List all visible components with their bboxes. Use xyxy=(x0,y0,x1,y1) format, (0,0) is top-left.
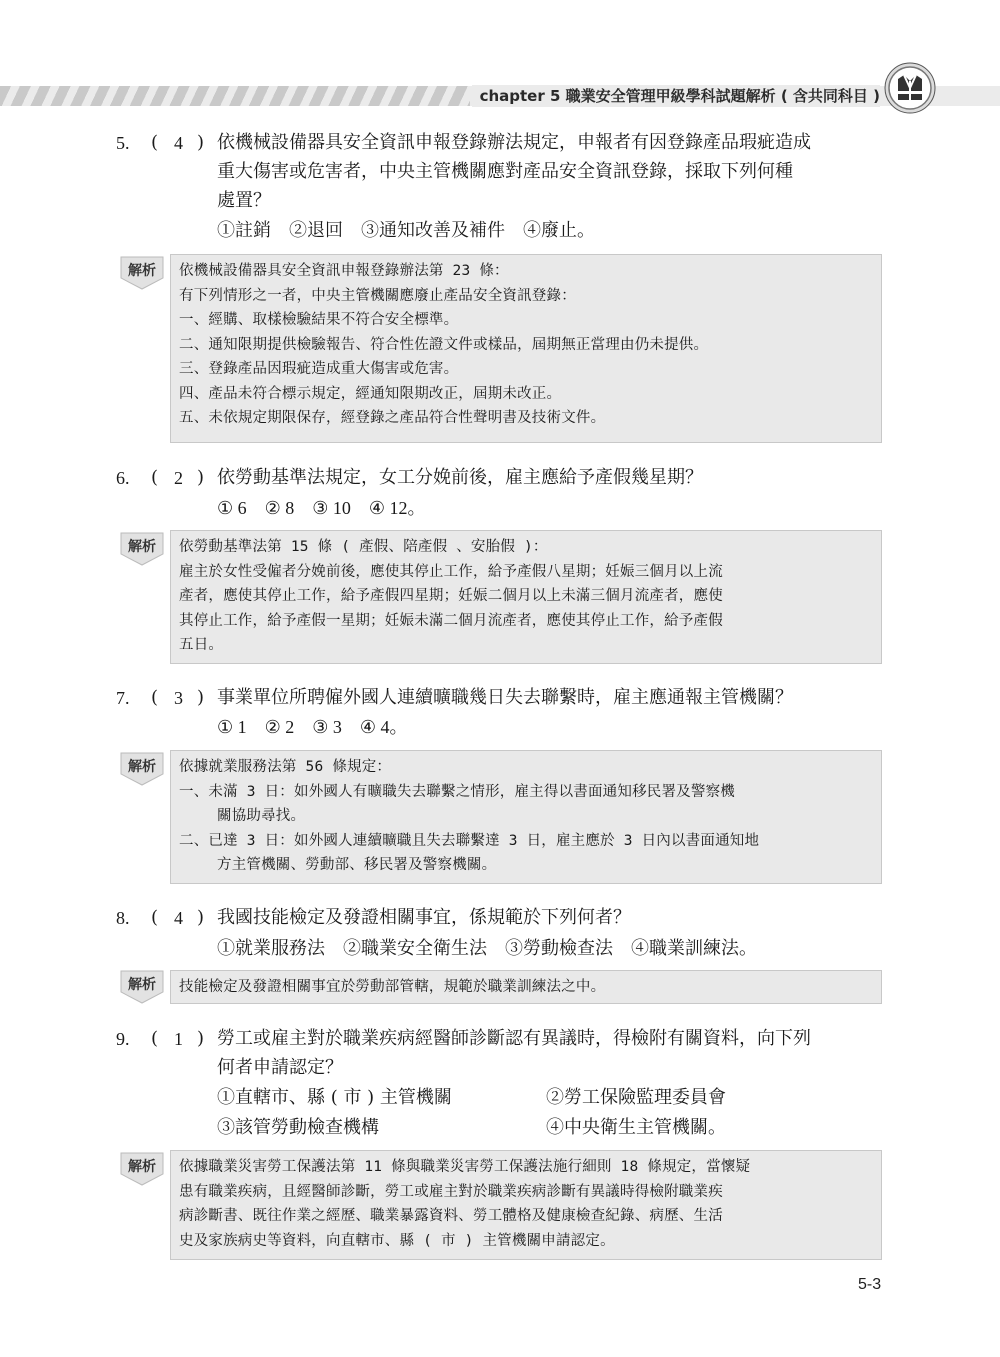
question-text: 依機械設備器具安全資訊申報登錄辦法規定，申報者有因登錄產品瑕疵造成 xyxy=(217,132,811,153)
question-number: 8. xyxy=(116,908,130,928)
safety-vest-logo-icon xyxy=(884,62,936,114)
question-text: 處置？ xyxy=(217,190,271,211)
explain-tag: 解析 xyxy=(120,256,164,290)
explanation-line: 五、未依規定期限保存，經登錄之產品符合性聲明書及技術文件。 xyxy=(179,410,606,426)
option-3: ③該管勞動檢查機構 xyxy=(217,1117,379,1138)
answer-value: 4 xyxy=(174,133,183,153)
question-text: 重大傷害或危害者，中央主管機關應對產品安全資訊登錄，採取下列何種 xyxy=(217,161,793,182)
option-1: ①直轄市、縣 ( 市 ) 主管機關 xyxy=(217,1087,452,1108)
explanation-line: 史及家族病史等資料，向直轄市、縣 ( 市 ) 主管機關申請認定。 xyxy=(179,1232,615,1249)
explanation-box xyxy=(170,1150,882,1260)
explanation-line: 依據就業服務法第 56 條規定： xyxy=(179,759,392,775)
explanation-line: 二、通知限期提供檢驗報告、符合性佐證文件或樣品，屆期無正當理由仍未提供。 xyxy=(179,336,709,353)
question-text: 我國技能檢定及發證相關事宜，係規範於下列何者？ xyxy=(217,907,631,928)
explanation-line: 一、未滿 3 日：如外國人有曠職失去聯繫之情形，雇主得以書面通知移民署及警察機 xyxy=(179,783,735,800)
question-text: 何者申請認定？ xyxy=(217,1057,343,1078)
chapter-title: chapter 5 職業安全管理甲級學科試題解析 ( 含共同科目 ) xyxy=(472,85,880,107)
question-number: 9. xyxy=(116,1029,130,1049)
explanation-line: 技能檢定及發證相關事宜於勞動部管轄，規範於職業訓練法之中。 xyxy=(179,979,606,995)
explanation-box xyxy=(170,750,882,884)
answer-paren-left: ( xyxy=(151,907,159,928)
explanation-box xyxy=(170,970,882,1004)
answer-paren-right: ) xyxy=(197,132,205,153)
question-number: 6. xyxy=(116,468,130,488)
question-options: ① 6 ② 8 ③ 10 ④ 12。 xyxy=(217,498,426,518)
explanation-line: 一、經購、取樣檢驗結果不符合安全標準。 xyxy=(179,312,459,328)
question-options: ①就業服務法 ②職業安全衛生法 ③勞動檢查法 ④職業訓練法。 xyxy=(217,938,757,959)
explanation-box xyxy=(170,254,882,443)
answer-paren-right: ) xyxy=(197,687,205,708)
header-stripes xyxy=(0,86,470,106)
explanation-line: 雇主於女性受僱者分娩前後，應使其停止工作，給予產假八星期；妊娠三個月以上流 xyxy=(179,563,723,580)
explanation-line: 方主管機關、勞動部、移民署及警察機關。 xyxy=(217,857,497,873)
question-options: ①註銷 ②退回 ③通知改善及補件 ④廢止。 xyxy=(217,220,595,241)
answer-paren-left: ( xyxy=(151,467,159,488)
answer-value: 3 xyxy=(174,688,183,708)
explanation-line: 患有職業疾病，且經醫師診斷，勞工或雇主對於職業疾病診斷有異議時得檢附職業疾 xyxy=(179,1183,723,1200)
answer-paren-right: ) xyxy=(197,907,205,928)
question-text: 依勞動基準法規定，女工分娩前後，雇主應給予產假幾星期？ xyxy=(217,467,703,488)
question-options: ① 1 ② 2 ③ 3 ④ 4。 xyxy=(217,717,408,737)
question-number: 5. xyxy=(116,133,130,153)
page-number: 5-3 xyxy=(858,1276,882,1293)
explain-tag: 解析 xyxy=(120,752,164,786)
explanation-line: 五日。 xyxy=(179,637,224,653)
option-4: ④中央衛生主管機關。 xyxy=(546,1117,726,1138)
explanation-line: 四、產品未符合標示規定，經通知限期改正，屆期未改正。 xyxy=(179,385,562,402)
explain-tag: 解析 xyxy=(120,532,164,566)
question-text: 勞工或雇主對於職業疾病經醫師診斷認有異議時，得檢附有關資料，向下列 xyxy=(217,1028,811,1049)
explanation-line: 依據職業災害勞工保護法第 11 條與職業災害勞工保護法施行細則 18 條規定，當懷疑 xyxy=(179,1159,751,1175)
answer-value: 1 xyxy=(174,1029,183,1049)
explanation-line: 其停止工作，給予產假一星期；妊娠未滿二個月流產者，應使其停止工作，給予產假 xyxy=(179,612,723,629)
answer-paren-left: ( xyxy=(151,132,159,153)
explain-tag: 解析 xyxy=(120,970,164,1004)
answer-paren-left: ( xyxy=(151,1028,159,1049)
explanation-line: 產者，應使其停止工作，給予產假四星期；妊娠二個月以上未滿三個月流產者，應使 xyxy=(179,588,723,604)
explanation-line: 依勞動基準法第 15 條 ( 產假、陪產假 、安胎假 )： xyxy=(179,539,548,555)
question-text: 事業單位所聘僱外國人連續曠職幾日失去聯繫時，雇主應通報主管機關？ xyxy=(217,687,793,708)
answer-paren-right: ) xyxy=(197,1028,205,1049)
explain-tag: 解析 xyxy=(120,1152,164,1186)
explanation-line: 有下列情形之一者，中央主管機關應廢止產品安全資訊登錄： xyxy=(179,287,576,304)
explanation-line: 病診斷書、既往作業之經歷、職業暴露資料、勞工體格及健康檢查紀錄、病歷、生活 xyxy=(179,1208,723,1224)
explanation-line: 關協助尋找。 xyxy=(217,808,306,824)
answer-paren-left: ( xyxy=(151,687,159,708)
option-2: ②勞工保險監理委員會 xyxy=(546,1087,726,1108)
explanation-line: 二、已達 3 日：如外國人連續曠職且失去聯繫達 3 日，雇主應於 3 日內以書面通知地 xyxy=(179,832,760,849)
question-number: 7. xyxy=(116,688,130,708)
explanation-line: 依機械設備器具安全資訊申報登錄辦法第 23 條： xyxy=(179,263,509,279)
explanation-box xyxy=(170,530,882,664)
answer-paren-right: ) xyxy=(197,467,205,488)
answer-value: 4 xyxy=(174,908,183,928)
explanation-line: 三、登錄產品因瑕疵造成重大傷害或危害。 xyxy=(179,361,459,377)
answer-value: 2 xyxy=(174,468,183,488)
